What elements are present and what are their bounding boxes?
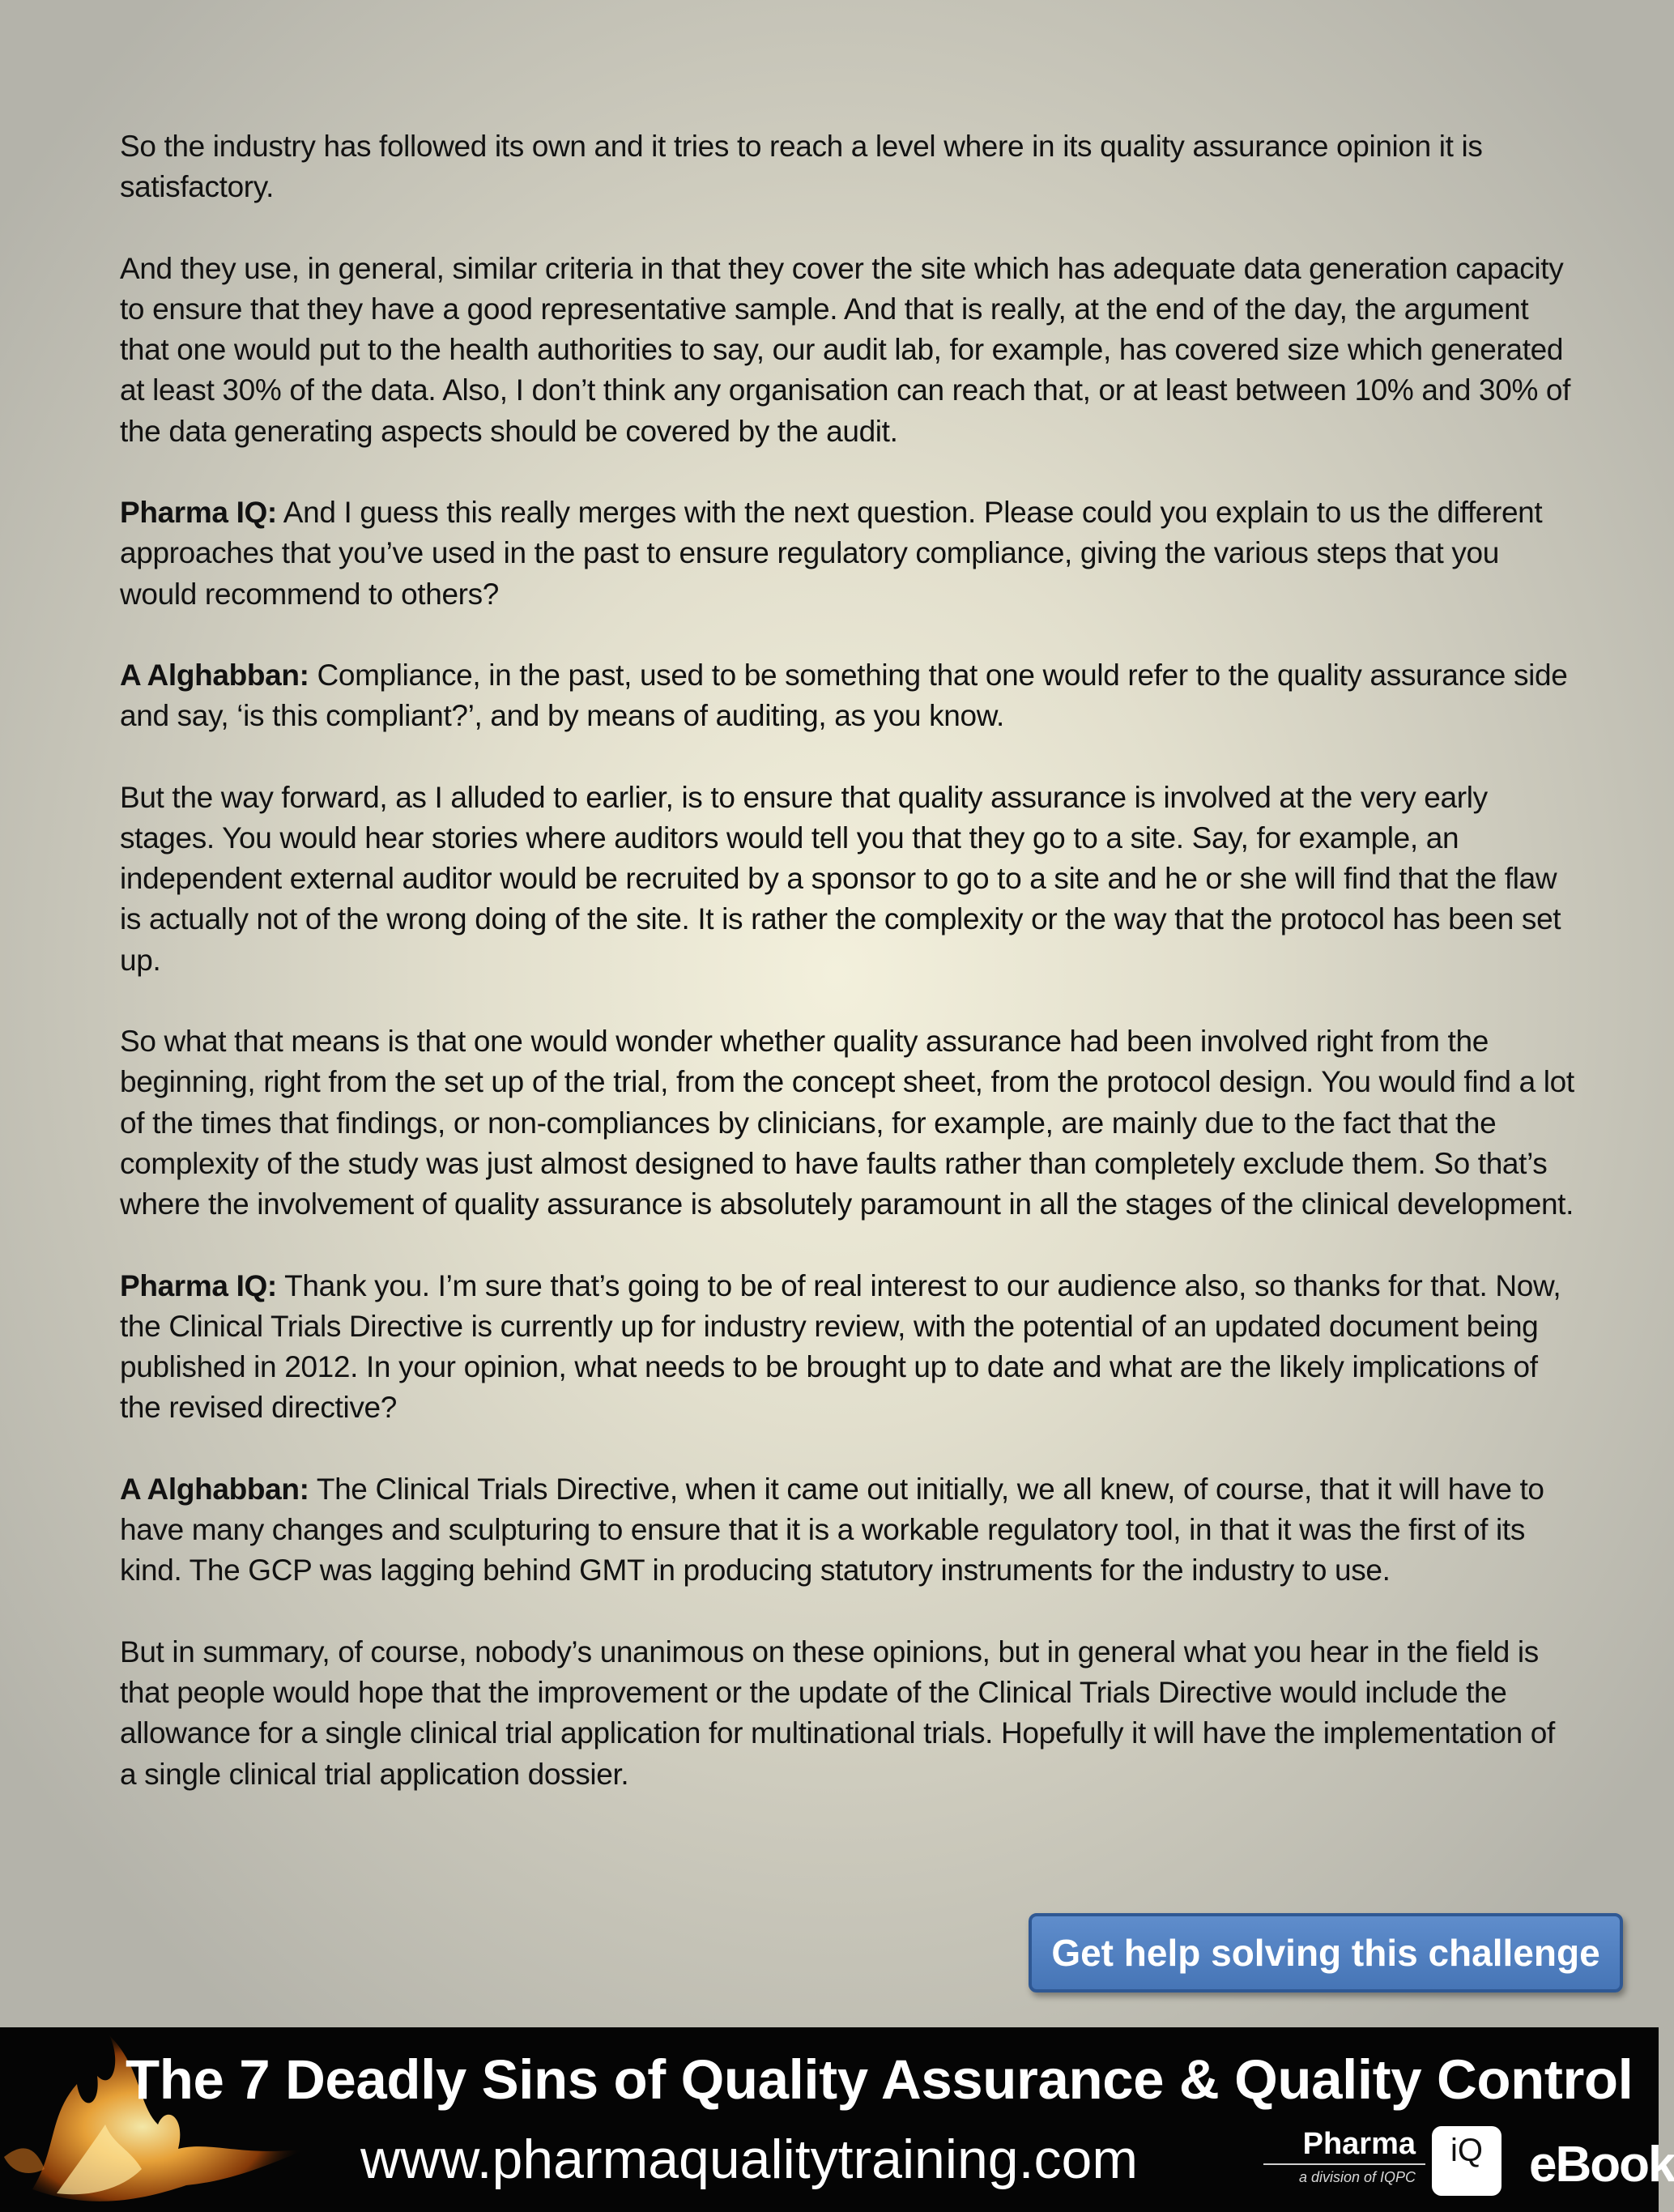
get-help-button[interactable]: Get help solving this challenge [1029,1913,1623,1993]
paragraph-text: The Clinical Trials Directive, when it came out initially, we all knew, of course, that it will have to have many changes and sculpturing to ensure that it is a workable regulatory tool, in that it was the first of its kind. The GCP was lagging behind GMT in producing statutory instruments for the industry to use. [120,1472,1544,1588]
paragraph-text: And I guess this really merges with the next question. Please could you explain to us the different approaches that you’ve used in the past to ensure regulatory compliance, giving the various steps that you would recommend to others? [120,496,1543,611]
footer-banner [0,2027,1674,2212]
paragraph-text: Thank you. I’m sure that’s going to be of real interest to our audience also, so thanks for that. Now, the Clinical Trials Directive is currently up for industry review, with the potential of an updated document being published in 2012. In your opinion, what needs to be brought up to date and what are the likely implications of the revised directive? [120,1268,1561,1425]
paragraph [120,1632,1578,1795]
iq-badge: iQ [1432,2126,1501,2196]
paragraph [120,249,1578,452]
speaker-label: Pharma IQ: [120,1268,277,1302]
paragraph [120,1021,1578,1225]
paragraph-text: So the industry has followed its own and it tries to reach a level where in its quality assurance opinion it is satisfactory. [120,130,1483,204]
paragraph [120,1266,1578,1429]
paragraph-text: But in summary, of course, nobody’s unanimous on these opinions, but in general what you hear in the field is that people would hope that the improvement or the update of the Clinical Trials Directive would include the allowance for a single clinical trial application for multinational trials. Hopefully it will have the implementation of a single clinical trial application dossier. [120,1634,1555,1791]
brand-divider [1263,2163,1425,2165]
paragraph [120,492,1578,615]
paragraph-text: So what that means is that one would wonder whether quality assurance had been involved right from the beginning, right from the set up of the trial, from the concept sheet, from the protocol design. You would find a lot of the times that findings, or non-compliances by clinicians, for example, are mainly due to the fact that the complexity of the study was just almost designed to have faults rather than completely exclude them. So that’s where the involvement of quality assurance is absolutely paramount in all the stages of the clinical development. [120,1025,1574,1221]
article-body [120,126,1578,1835]
speaker-label: Pharma IQ: [120,496,277,530]
brand-tagline: a division of IQPC [1298,2169,1416,2185]
paragraph [120,655,1578,737]
ebook-label: eBook [1529,2137,1674,2193]
website-link[interactable]: www.pharmaqualitytraining.com [360,2129,1138,2190]
paragraph-text: And they use, in general, similar criteria in that they cover the site which has adequate data generation capacity to ensure that they have a good representative sample. And that is really, at the end of the day, the argument that one would put to the health authorities to say, our audit lab, for example, has covered size which generated at least 30% of the data. Also, I don’t think any organisation can reach that, or at least between 10% and 30% of the data generating aspects should be covered by the audit. [120,251,1571,448]
paragraph-text: Compliance, in the past, used to be something that one would refer to the quality assurance side and say, ‘is this compliant?’, and by means of auditing, as you know. [120,658,1568,733]
paragraph-text: But the way forward, as I alluded to earlier, is to ensure that quality assurance is involved at the very early stages. You would hear stories where auditors would tell you that they go to a site. Say, for example, an independent external auditor would be recruited by a sponsor to go to a site and he or she will find that the flaw is actually not of the wrong doing of the site. It is rather the complexity or the way that the protocol has been set up. [120,780,1561,977]
paragraph [120,126,1578,208]
brand-wordmark: Pharma [1302,2127,1416,2161]
paragraph [120,778,1578,981]
pharma-iq-logo [1263,2126,1425,2191]
ebook-title: The 7 Deadly Sins of Quality Assurance & Quality Control [126,2048,1634,2111]
speaker-label: A Alghabban: [120,1472,309,1506]
speaker-label: A Alghabban: [120,658,309,692]
paragraph [120,1469,1578,1592]
